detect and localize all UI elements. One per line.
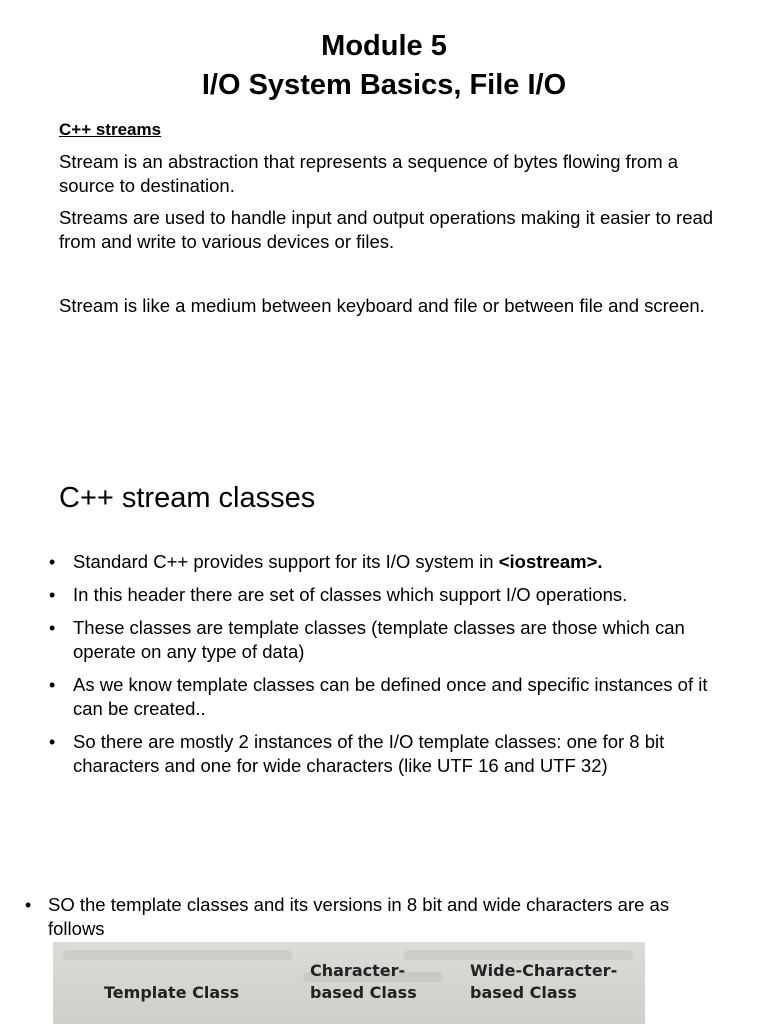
streams-heading: C++ streams [59,120,162,139]
bleed-through-text [63,950,293,960]
template-note-bullet [25,893,725,941]
page-title-line1: Module 5 [321,30,447,62]
streams-paragraph-2: Streams are used to handle input and output operations making it easier to read from and write to various devices or files. [59,207,714,252]
bullet-text: As we know template classes can be defined once and specific instances of it can be created.. [73,674,708,719]
stream-classes-bullet-list [49,550,729,787]
bullet-icon: • [49,585,56,605]
table-header-character-based-class: Character-based Class [310,961,417,1002]
list-item [49,616,729,664]
stream-classes-heading: C++ stream classes [59,482,316,514]
bleed-through-text [403,950,633,960]
list-item [49,673,729,721]
bullet-text: Standard C++ provides support for its I/O system in [73,551,499,572]
list-item [49,583,729,607]
bullet-icon: • [49,552,56,572]
template-note-text: SO the template classes and its versions in 8 bit and wide characters are as follows [48,894,670,939]
bullet-text: So there are mostly 2 instances of the I/O template classes: one for 8 bit characters and one for wide characters (like UTF 16 and UTF 32) [73,731,665,776]
bullet-icon: • [25,895,32,915]
streams-paragraph-1: Stream is an abstraction that represents a sequence of bytes flowing from a source to destination. [59,151,679,196]
streams-section [59,118,719,326]
iostream-header-name: <iostream>. [498,551,603,572]
page-title-line2: I/O System Basics, File I/O [201,69,567,101]
list-item [49,550,729,574]
table-header-wide-character-based-class: Wide-Character-based Class [470,961,618,1002]
bullet-icon: • [49,675,56,695]
bullet-text: These classes are template classes (template classes are those which can operate on any type of data) [73,617,685,662]
streams-paragraph-3: Stream is like a medium between keyboard and file or between file and screen. [59,295,705,316]
bullet-text: In this header there are set of classes which support I/O operations. [73,584,628,605]
list-item [49,730,729,778]
table-header-template-class: Template Class [104,983,240,1002]
bullet-icon: • [49,732,56,752]
template-classes-table-photo [53,942,645,1024]
bullet-icon: • [49,618,56,638]
